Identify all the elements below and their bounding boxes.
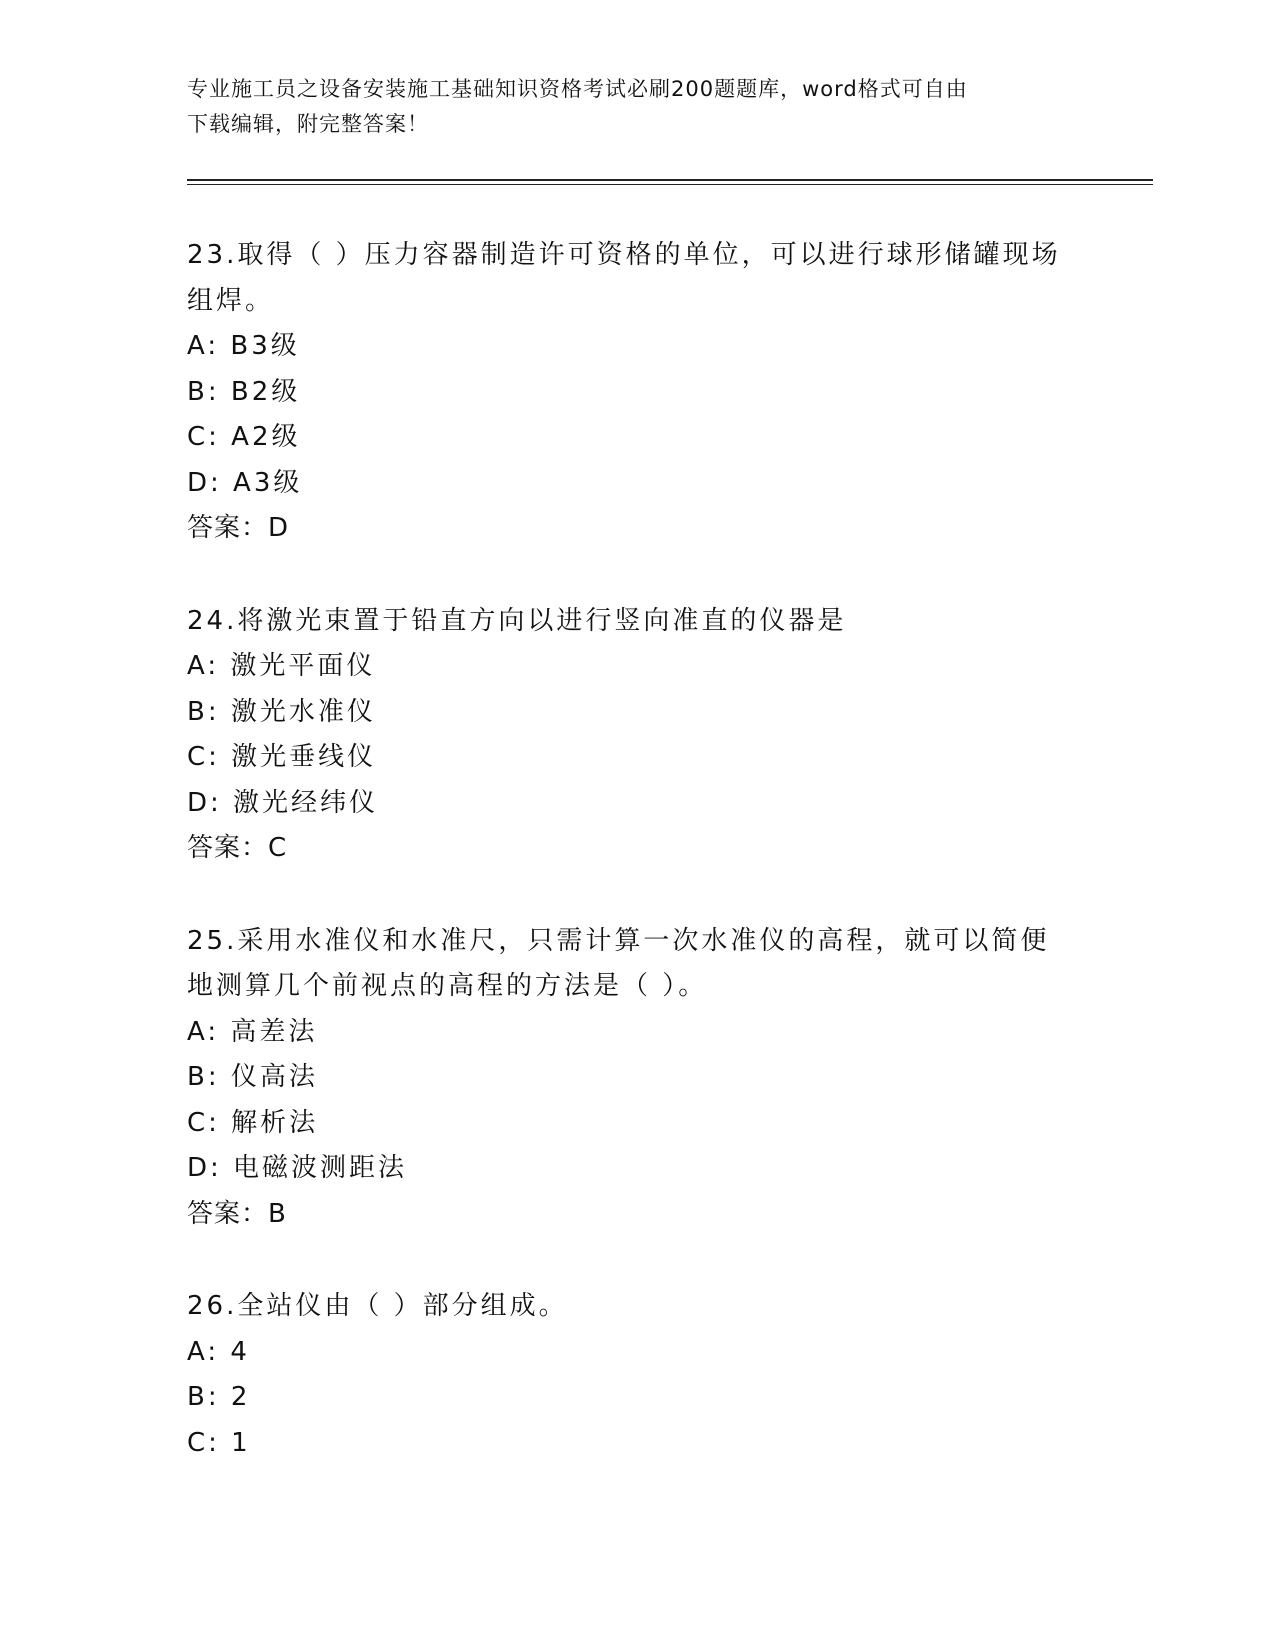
header-line-1: 专业施工员之设备安装施工基础知识资格考试必刷200题题库，word格式可自由 — [187, 77, 968, 101]
option-c: C: 解析法 — [187, 1107, 319, 1138]
question-23 — [187, 233, 1087, 552]
option-d: D: 激光经纬仪 — [187, 787, 379, 818]
header-line-2: 下载编辑，附完整答案！ — [187, 112, 429, 136]
document-header — [187, 72, 1087, 142]
header-divider-thick — [187, 179, 1153, 181]
question-list — [187, 233, 1087, 1513]
question-24 — [187, 599, 1087, 872]
option-a: A: 激光平面仪 — [187, 651, 376, 681]
question-text: 26.全站仪由（ ）部分组成。 — [187, 1291, 568, 1321]
question-25 — [187, 919, 1087, 1238]
option-b: B: 2 — [187, 1382, 251, 1412]
option-d: D: 电磁波测距法 — [187, 1153, 408, 1183]
option-c: C: 1 — [187, 1427, 251, 1458]
option-c: C: A2级 — [187, 422, 301, 452]
question-26 — [187, 1284, 1087, 1466]
option-a: A: 高差法 — [187, 1016, 318, 1047]
answer: 答案：B — [187, 1198, 287, 1229]
option-b: B: 激光水准仪 — [187, 696, 376, 727]
answer: 答案：D — [187, 513, 290, 543]
answer: 答案：C — [187, 833, 288, 863]
option-d: D: A3级 — [187, 467, 303, 498]
question-text: 25.采用水准仪和水准尺，只需计算一次水准仪的高程，就可以简便地测算几个前视点的高程的方法是（ ）。 — [187, 925, 1050, 1001]
option-b: B: B2级 — [187, 376, 301, 407]
question-text: 24.将激光束置于铅直方向以进行竖向准直的仪器是 — [187, 605, 847, 636]
option-b: B: 仪高法 — [187, 1062, 318, 1092]
option-a: A: 4 — [187, 1336, 250, 1367]
option-c: C: 激光垂线仪 — [187, 742, 377, 772]
header-divider-thin — [187, 184, 1153, 185]
question-text: 23.取得（ ）压力容器制造许可资格的单位，可以进行球形储罐现场组焊。 — [187, 240, 1061, 316]
option-a: A: B3级 — [187, 331, 300, 361]
